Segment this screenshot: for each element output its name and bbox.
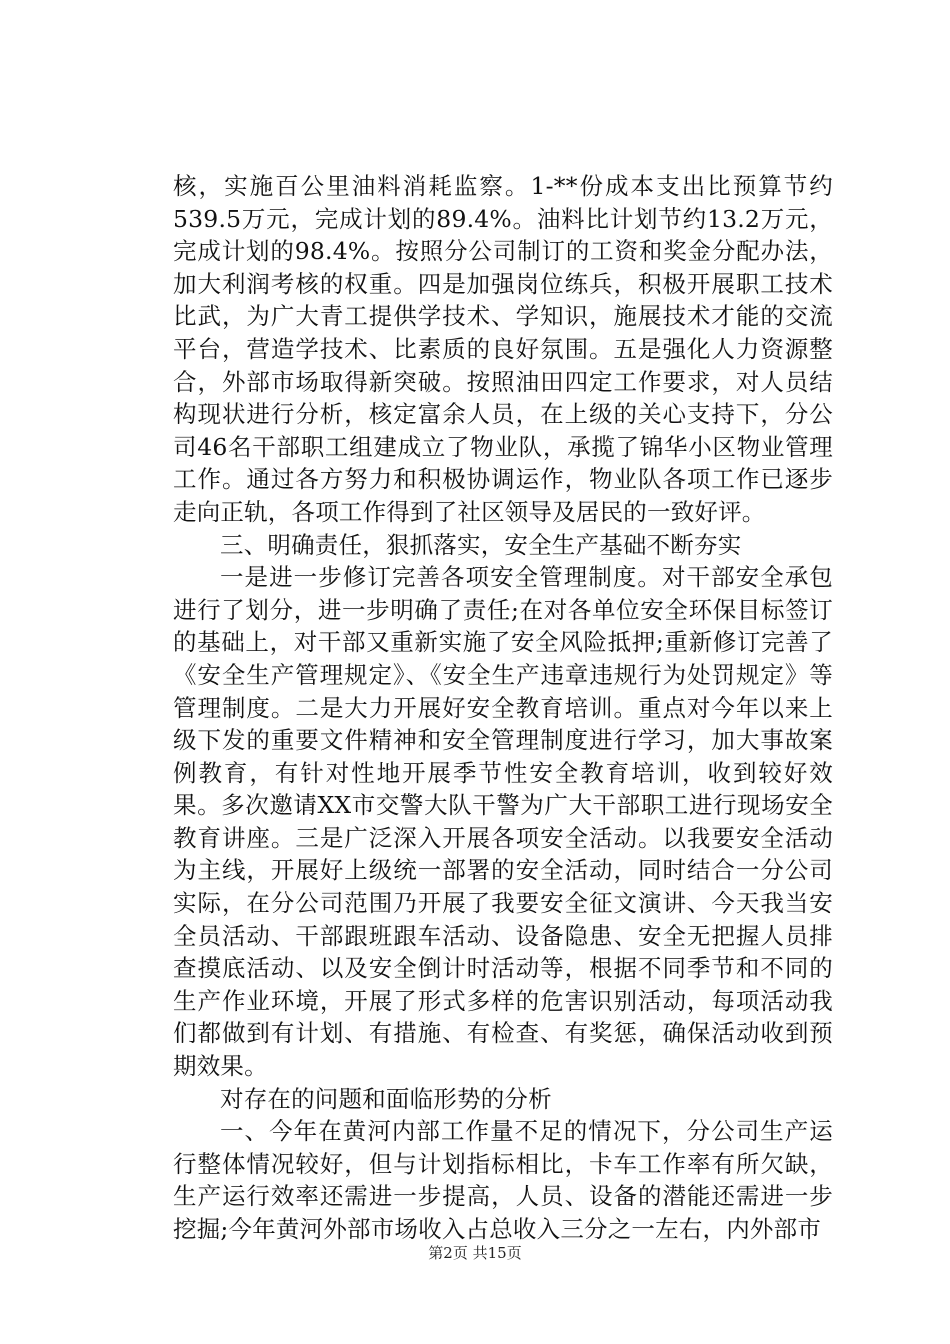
page-number-footer: 第2页 共15页 [428, 1244, 522, 1262]
paragraph: 一是进一步修订完善各项安全管理制度。对干部安全承包进行了划分，进一步明确了责任;在对各单位安全环保目标签订的基础上，对干部又重新实施了安全风险抵押;重新修订完善了《安全生产管理规定》、《安全生产违章违规行为处罚规定》等管理制度。二是大力开展好安全教育培训。重点对今年以来上级下发的重要文件精神和安全管理制度进行学习，加大事故案例教育，有针对性地开展季节性安全教育培训，收到较好效果。多次邀请XX市交警大队干警为广大干部职工进行现场安全教育讲座。三是广泛深入开展各项安全活动。以我要安全活动为主线，开展好上级统一部署的安全活动，同时结合一分公司实际，在分公司范围乃开展了我要安全征文演讲、今天我当安全员活动、干部跟班跟车活动、设备隐患、安全无把握人员排查摸底活动、以及安全倒计时活动等，根据不同季节和不同的生产作业环境，开展了形式多样的危害识别活动，每项活动我们都做到有计划、有措施、有检查、有奖惩，确保活动收到预期效果。 [173, 563, 833, 1081]
section-heading: 三、明确责任，狠抓落实，安全生产基础不断夯实 [220, 530, 742, 559]
document-body [173, 170, 833, 1246]
paragraph: 一、今年在黄河内部工作量不足的情况下，分公司生产运行整体情况较好，但与计划指标相比，卡车工作率有所欠缺，生产运行效率还需进一步提高，人员、设备的潜能还需进一步挖掘;今年黄河外部市场收入占总收入三分之一左右，内外部市 [173, 1117, 833, 1243]
paragraph: 核，实施百公里油料消耗监察。1-**份成本支出比预算节约539.5万元，完成计划的89.4%。油料比计划节约13.2万元，完成计划的98.4%。按照分公司制订的工资和奖金分配办法，加大利润考核的权重。四是加强岗位练兵，积极开展职工技术比武，为广大青工提供学技术、学知识，施展技术才能的交流平台，营造学技术、比素质的良好氛围。五是强化人力资源整合，外部市场取得新突破。按照油田四定工作要求，对人员结构现状进行分析，核定富余人员，在上级的关心支持下，分公司46名干部职工组建成立了物业队，承揽了锦华小区物业管理工作。通过各方努力和积极协调运作，物业队各项工作已逐步走向正轨，各项工作得到了社区领导及居民的一致好评。 [173, 172, 833, 526]
section-heading: 对存在的问题和面临形势的分析 [220, 1084, 552, 1113]
